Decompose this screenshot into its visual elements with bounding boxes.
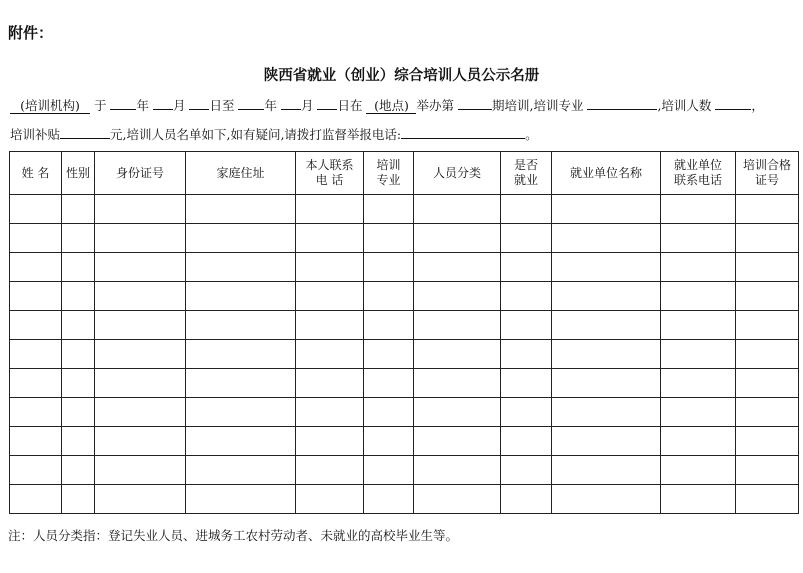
column-header-line: 身份证号: [115, 165, 164, 180]
column-header: [10, 152, 62, 195]
text-hold-session: 举办第: [416, 98, 454, 113]
table-cell[interactable]: [296, 311, 364, 340]
column-header: [736, 152, 799, 195]
roster-body: [10, 195, 799, 514]
table-row: [10, 398, 799, 427]
table-cell[interactable]: [501, 427, 552, 456]
column-header-line: 家庭住址: [216, 165, 265, 180]
table-cell[interactable]: [95, 311, 186, 340]
table-cell[interactable]: [364, 369, 414, 398]
table-cell[interactable]: [661, 485, 736, 514]
table-cell[interactable]: [296, 195, 364, 224]
table-cell[interactable]: [501, 340, 552, 369]
table-cell[interactable]: [10, 195, 62, 224]
table-cell[interactable]: [661, 253, 736, 282]
table-cell[interactable]: [186, 253, 296, 282]
table-cell[interactable]: [552, 485, 661, 514]
table-cell[interactable]: [186, 224, 296, 253]
table-cell[interactable]: [736, 224, 799, 253]
table-cell[interactable]: [661, 456, 736, 485]
table-cell[interactable]: [296, 456, 364, 485]
table-cell[interactable]: [62, 369, 95, 398]
trainee-count-blank[interactable]: [715, 109, 751, 110]
table-cell[interactable]: [95, 427, 186, 456]
attachment-label: 附件：: [8, 24, 54, 42]
table-cell[interactable]: [414, 485, 501, 514]
table-cell[interactable]: [414, 340, 501, 369]
table-row: [10, 427, 799, 456]
table-cell[interactable]: [62, 195, 95, 224]
column-header-line: 专业: [376, 173, 401, 187]
table-cell[interactable]: [95, 253, 186, 282]
table-cell[interactable]: [95, 398, 186, 427]
table-cell[interactable]: [10, 456, 62, 485]
table-cell[interactable]: [414, 427, 501, 456]
table-cell[interactable]: [186, 427, 296, 456]
column-header: [364, 152, 414, 195]
table-cell[interactable]: [186, 456, 296, 485]
table-cell[interactable]: [186, 398, 296, 427]
table-row: [10, 195, 799, 224]
column-header-line: 就业单位名称: [569, 165, 642, 180]
table-cell[interactable]: [552, 456, 661, 485]
table-cell[interactable]: [364, 282, 414, 311]
table-cell[interactable]: [552, 427, 661, 456]
table-cell[interactable]: [552, 224, 661, 253]
text-year: 年: [136, 98, 149, 113]
column-header: [661, 152, 736, 195]
table-cell[interactable]: [661, 282, 736, 311]
table-cell[interactable]: [501, 253, 552, 282]
table-row: [10, 253, 799, 282]
column-header-line: 联系电话: [673, 173, 722, 187]
table-cell[interactable]: [501, 456, 552, 485]
column-header-line: 培训: [376, 158, 401, 172]
subsidy-amount-blank[interactable]: [60, 138, 110, 139]
column-header: [501, 152, 552, 195]
table-cell[interactable]: [296, 340, 364, 369]
table-cell[interactable]: [501, 485, 552, 514]
table-cell[interactable]: [364, 340, 414, 369]
text-trainee-count: ,培训人数: [657, 98, 712, 113]
table-cell[interactable]: [62, 253, 95, 282]
roster-table: [9, 151, 799, 514]
table-cell[interactable]: [62, 427, 95, 456]
table-cell[interactable]: [364, 311, 414, 340]
table-cell[interactable]: [364, 427, 414, 456]
table-cell[interactable]: [364, 224, 414, 253]
table-cell[interactable]: [296, 427, 364, 456]
column-header: [296, 152, 364, 195]
end-day-blank[interactable]: [317, 109, 337, 110]
table-cell[interactable]: [95, 340, 186, 369]
table-cell[interactable]: [552, 195, 661, 224]
table-cell[interactable]: [95, 282, 186, 311]
table-cell[interactable]: [414, 398, 501, 427]
column-header-line: 就业单位: [673, 158, 722, 172]
start-year-blank[interactable]: [110, 109, 136, 110]
table-cell[interactable]: [10, 427, 62, 456]
classification-note: 注：人员分类指：登记失业人员、进城务工农村劳动者、未就业的高校毕业生等。: [8, 528, 459, 543]
table-cell[interactable]: [661, 311, 736, 340]
table-cell[interactable]: [414, 282, 501, 311]
column-header-line: 证号: [754, 173, 779, 187]
column-header: [186, 152, 296, 195]
table-cell[interactable]: [414, 224, 501, 253]
table-cell[interactable]: [10, 485, 62, 514]
intro-line-1: [10, 96, 764, 114]
table-cell[interactable]: [296, 398, 364, 427]
table-cell[interactable]: [501, 224, 552, 253]
training-org-blank[interactable]: (培训机构): [10, 99, 90, 114]
text-day-to: 日至: [209, 98, 235, 113]
table-cell[interactable]: [501, 398, 552, 427]
table-cell[interactable]: [62, 224, 95, 253]
table-cell[interactable]: [95, 224, 186, 253]
table-cell[interactable]: [186, 311, 296, 340]
table-cell[interactable]: [62, 282, 95, 311]
header-row: [10, 152, 799, 195]
column-header: [95, 152, 186, 195]
table-row: [10, 369, 799, 398]
text-day-at: 日在: [337, 98, 363, 113]
text-training-major: 期培训,培训专业: [491, 98, 584, 113]
table-cell[interactable]: [736, 195, 799, 224]
table-cell[interactable]: [414, 253, 501, 282]
text-year: 年: [264, 98, 277, 113]
text-month: 月: [300, 98, 314, 113]
intro-line-2: [10, 125, 538, 143]
table-cell[interactable]: [364, 456, 414, 485]
table-cell[interactable]: [186, 485, 296, 514]
text-roster-intro: 元,培训人员名单如下,如有疑问,请拨打监督举报电话:: [110, 127, 402, 142]
table-cell[interactable]: [296, 282, 364, 311]
table-cell[interactable]: [552, 398, 661, 427]
table-cell[interactable]: [736, 427, 799, 456]
document-title: 陕西省就业（创业）综合培训人员公示名册: [263, 68, 540, 84]
column-header: [552, 152, 661, 195]
table-cell[interactable]: [186, 340, 296, 369]
session-number-blank[interactable]: [458, 109, 492, 110]
table-cell[interactable]: [736, 253, 799, 282]
table-cell[interactable]: [95, 456, 186, 485]
end-month-blank[interactable]: [281, 109, 301, 110]
column-header-line: 就业: [513, 173, 538, 187]
table-cell[interactable]: [501, 369, 552, 398]
start-day-blank[interactable]: [189, 109, 209, 110]
text-subsidy: 培训补贴: [10, 127, 61, 142]
column-header-line: 姓 名: [21, 165, 50, 180]
table-cell[interactable]: [501, 311, 552, 340]
table-cell[interactable]: [552, 340, 661, 369]
table-cell[interactable]: [552, 311, 661, 340]
table-cell[interactable]: [736, 485, 799, 514]
table-cell[interactable]: [661, 427, 736, 456]
table-cell[interactable]: [95, 195, 186, 224]
table-cell[interactable]: [736, 340, 799, 369]
table-cell[interactable]: [661, 340, 736, 369]
text-month: 月: [172, 98, 186, 113]
table-cell[interactable]: [736, 456, 799, 485]
table-cell[interactable]: [62, 485, 95, 514]
table-cell[interactable]: [296, 485, 364, 514]
table-cell[interactable]: [661, 224, 736, 253]
text-comma: ，: [751, 98, 764, 113]
table-cell[interactable]: [736, 282, 799, 311]
table-cell[interactable]: [10, 398, 62, 427]
table-row: [10, 456, 799, 485]
column-header-line: 培训合格: [742, 158, 791, 172]
column-header-line: 本人联系: [305, 158, 354, 172]
table-cell[interactable]: [364, 253, 414, 282]
table-cell[interactable]: [414, 195, 501, 224]
table-cell[interactable]: [10, 253, 62, 282]
text-yu: 于: [93, 98, 107, 113]
table-cell[interactable]: [661, 195, 736, 224]
report-phone-blank[interactable]: [401, 138, 525, 139]
start-month-blank[interactable]: [153, 109, 173, 110]
training-major-blank[interactable]: [587, 109, 657, 110]
table-cell[interactable]: [62, 340, 95, 369]
table-cell[interactable]: [364, 195, 414, 224]
table-cell[interactable]: [736, 369, 799, 398]
table-row: [10, 282, 799, 311]
table-cell[interactable]: [552, 369, 661, 398]
table-cell[interactable]: [364, 485, 414, 514]
column-header-line: 性别: [65, 165, 90, 180]
table-row: [10, 340, 799, 369]
table-cell[interactable]: [62, 311, 95, 340]
table-row: [10, 224, 799, 253]
table-cell[interactable]: [661, 398, 736, 427]
table-row: [10, 485, 799, 514]
text-period: 。: [525, 127, 538, 142]
table-cell[interactable]: [552, 282, 661, 311]
end-year-blank[interactable]: [238, 109, 264, 110]
table-cell[interactable]: [736, 311, 799, 340]
table-cell[interactable]: [736, 398, 799, 427]
column-header: [62, 152, 95, 195]
table-cell[interactable]: [414, 369, 501, 398]
table-cell[interactable]: [661, 369, 736, 398]
table-cell[interactable]: [10, 369, 62, 398]
table-cell[interactable]: [501, 195, 552, 224]
column-header-line: 电 话: [315, 173, 344, 187]
table-cell[interactable]: [414, 311, 501, 340]
column-header-line: 人员分类: [432, 165, 481, 180]
column-header-line: 是否: [513, 158, 538, 172]
table-cell[interactable]: [95, 485, 186, 514]
table-cell[interactable]: [95, 369, 186, 398]
table-cell[interactable]: [186, 369, 296, 398]
table-cell[interactable]: [296, 224, 364, 253]
table-cell[interactable]: [501, 282, 552, 311]
table-cell[interactable]: [296, 369, 364, 398]
table-cell[interactable]: [62, 456, 95, 485]
column-header: [414, 152, 501, 195]
table-cell[interactable]: [296, 253, 364, 282]
table-cell[interactable]: [62, 398, 95, 427]
table-cell[interactable]: [10, 224, 62, 253]
table-cell[interactable]: [552, 253, 661, 282]
table-row: [10, 311, 799, 340]
table-cell[interactable]: [414, 456, 501, 485]
table-cell[interactable]: [186, 282, 296, 311]
table-cell[interactable]: [10, 282, 62, 311]
table-cell[interactable]: [364, 398, 414, 427]
table-cell[interactable]: [10, 340, 62, 369]
table-cell[interactable]: [10, 311, 62, 340]
table-cell[interactable]: [186, 195, 296, 224]
location-blank[interactable]: (地点): [366, 99, 416, 114]
